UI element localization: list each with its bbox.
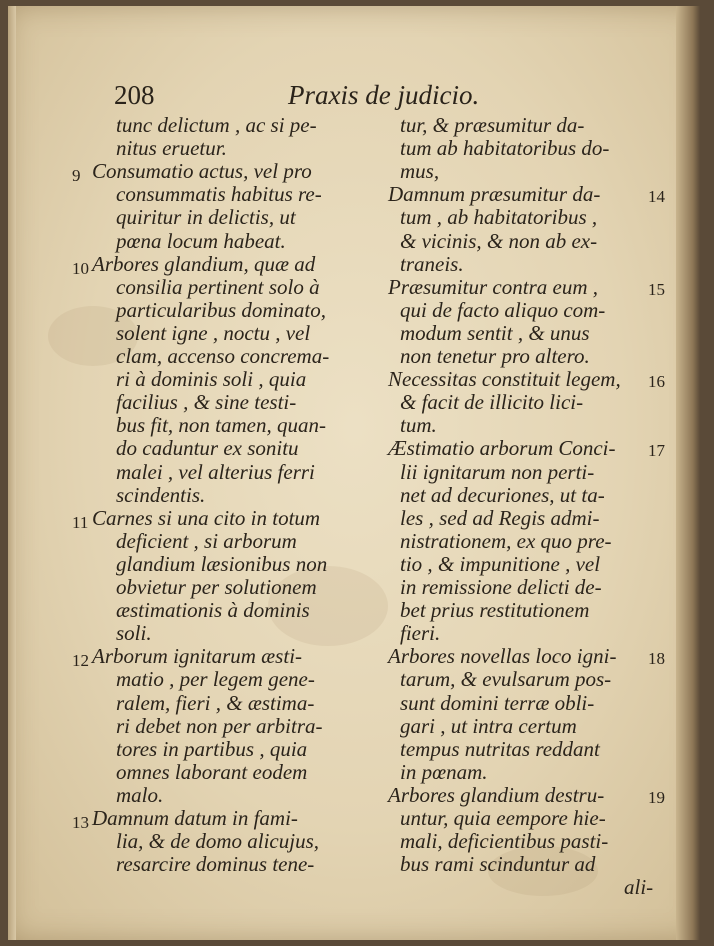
text-line: lii ignitarum non perti- [400,459,595,484]
paragraph-number: 19 [648,787,665,807]
text-line: æstimationis à dominis [116,598,310,623]
paragraph-number: 15 [648,279,665,299]
text-line: do caduntur ex sonitu [116,436,299,461]
paragraph-number: 12 [72,651,89,671]
paragraph-number: 9 [72,166,81,186]
paragraph-number: 18 [648,649,665,669]
text-line: qui de facto aliquo com- [400,297,606,322]
text-line: soli. [116,621,152,646]
text-line: & vicinis, & non ab ex- [400,228,598,253]
text-line: bet prius restitutionem [400,598,590,623]
text-line: ri debet non per arbitra- [116,713,323,738]
text-line: tur, & præsumitur da- [400,113,585,137]
text-line: tio , & impunitione , vel [400,551,601,576]
text-line: Arbores glandium destru- [388,782,605,807]
text-line: particularibus dominato, [116,297,327,322]
text-line: sunt domini terræ obli- [400,690,595,715]
text-line: deficient , si arborum [116,528,297,553]
text-line: malo. [116,782,164,807]
text-line: untur, quia eempore hie- [400,806,606,830]
text-line: resarcire dominus tene- [116,852,315,877]
text-line: Carnes si una cito in totum [92,505,321,530]
text-line: tum ab habitatoribus do- [400,136,610,161]
text-line: nitus eruetur. [116,136,227,161]
text-line: mali, deficientibus pasti- [400,829,609,854]
text-line: Præsumitur contra eum , [388,274,598,299]
text-line: glandium læsionibus non [116,551,328,576]
text-line: omnes laborant eodem [116,759,308,784]
text-line: Arbores novellas loco igni- [388,644,617,669]
text-line: tunc delictum , ac si pe- [116,113,317,137]
text-line: facilius , & sine testi- [116,390,297,415]
binding-gutter [676,6,700,940]
text-line: modum sentit , & unus [400,320,590,345]
text-line: fieri. [400,621,441,646]
text-line: gari , ut intra certum [400,713,577,738]
text-line: Æstimatio arborum Conci- [388,436,616,461]
text-line: Consumatio actus, vel pro [92,159,312,184]
text-line: quiritur in delictis, ut [116,205,296,230]
text-line: tum. [400,413,437,438]
text-line: bus fit, non tamen, quan- [116,413,326,438]
text-line: scindentis. [116,482,206,507]
text-line: tum , ab habitatoribus , [400,205,598,230]
text-line: tores in partibus , quia [116,736,308,761]
text-line: consummatis habitus re- [116,182,322,207]
text-line: mus, [400,159,440,184]
paragraph-number: 13 [72,813,89,832]
text-line: ali- [624,875,654,900]
text-line: net ad decuriones, ut ta- [400,482,605,507]
text-line: lia, & de domo alicujus, [116,829,319,854]
text-line: malei , vel alterius ferri [116,459,315,484]
text-line: in pœnam. [400,759,488,784]
text-line: & facit de illicito lici- [400,390,584,415]
text-line: matio , per legem gene- [116,667,315,692]
paragraph-number: 16 [648,372,665,392]
text-line: bus rami scinduntur ad [400,852,596,877]
page-header [8,80,700,114]
paragraph-number: 14 [648,187,665,207]
text-line: ralem, fieri , & æstima- [116,690,315,715]
text-line: tarum, & evulsarum pos- [400,667,612,692]
text-line: Arbores glandium, quæ ad [92,251,316,276]
book-page [8,6,700,940]
page-edge [8,6,16,940]
text-line: in remissione delicti de- [400,575,602,599]
page-number: 208 [114,80,155,110]
text-line: consilia pertinent solo à [116,274,320,299]
text-line: non tenetur pro altero. [400,344,590,368]
text-line: traneis. [400,251,464,276]
paragraph-number: 10 [72,258,89,278]
text-line: nistrationem, ex quo pre- [400,528,612,553]
text-line: pœna locum habeat. [116,228,286,253]
paragraph-number: 17 [648,441,665,461]
running-title: Praxis de judicio. [288,80,480,110]
text-line: clam, accenso concrema- [116,344,330,368]
text-line: les , sed ad Regis admi- [400,505,600,530]
text-line: Damnum datum in fami- [92,806,298,830]
text-line: Necessitas constituit legem, [388,367,621,392]
text-line: tempus nutritas reddant [400,736,600,761]
text-line: Arborum ignitarum æsti- [92,644,303,669]
paragraph-number: 11 [72,512,89,532]
text-line: ri à dominis soli , quia [116,367,307,392]
text-line: Damnum præsumitur da- [388,182,601,207]
text-line: solent igne , noctu , vel [116,320,311,345]
text-line: obvietur per solutionem [116,575,317,599]
